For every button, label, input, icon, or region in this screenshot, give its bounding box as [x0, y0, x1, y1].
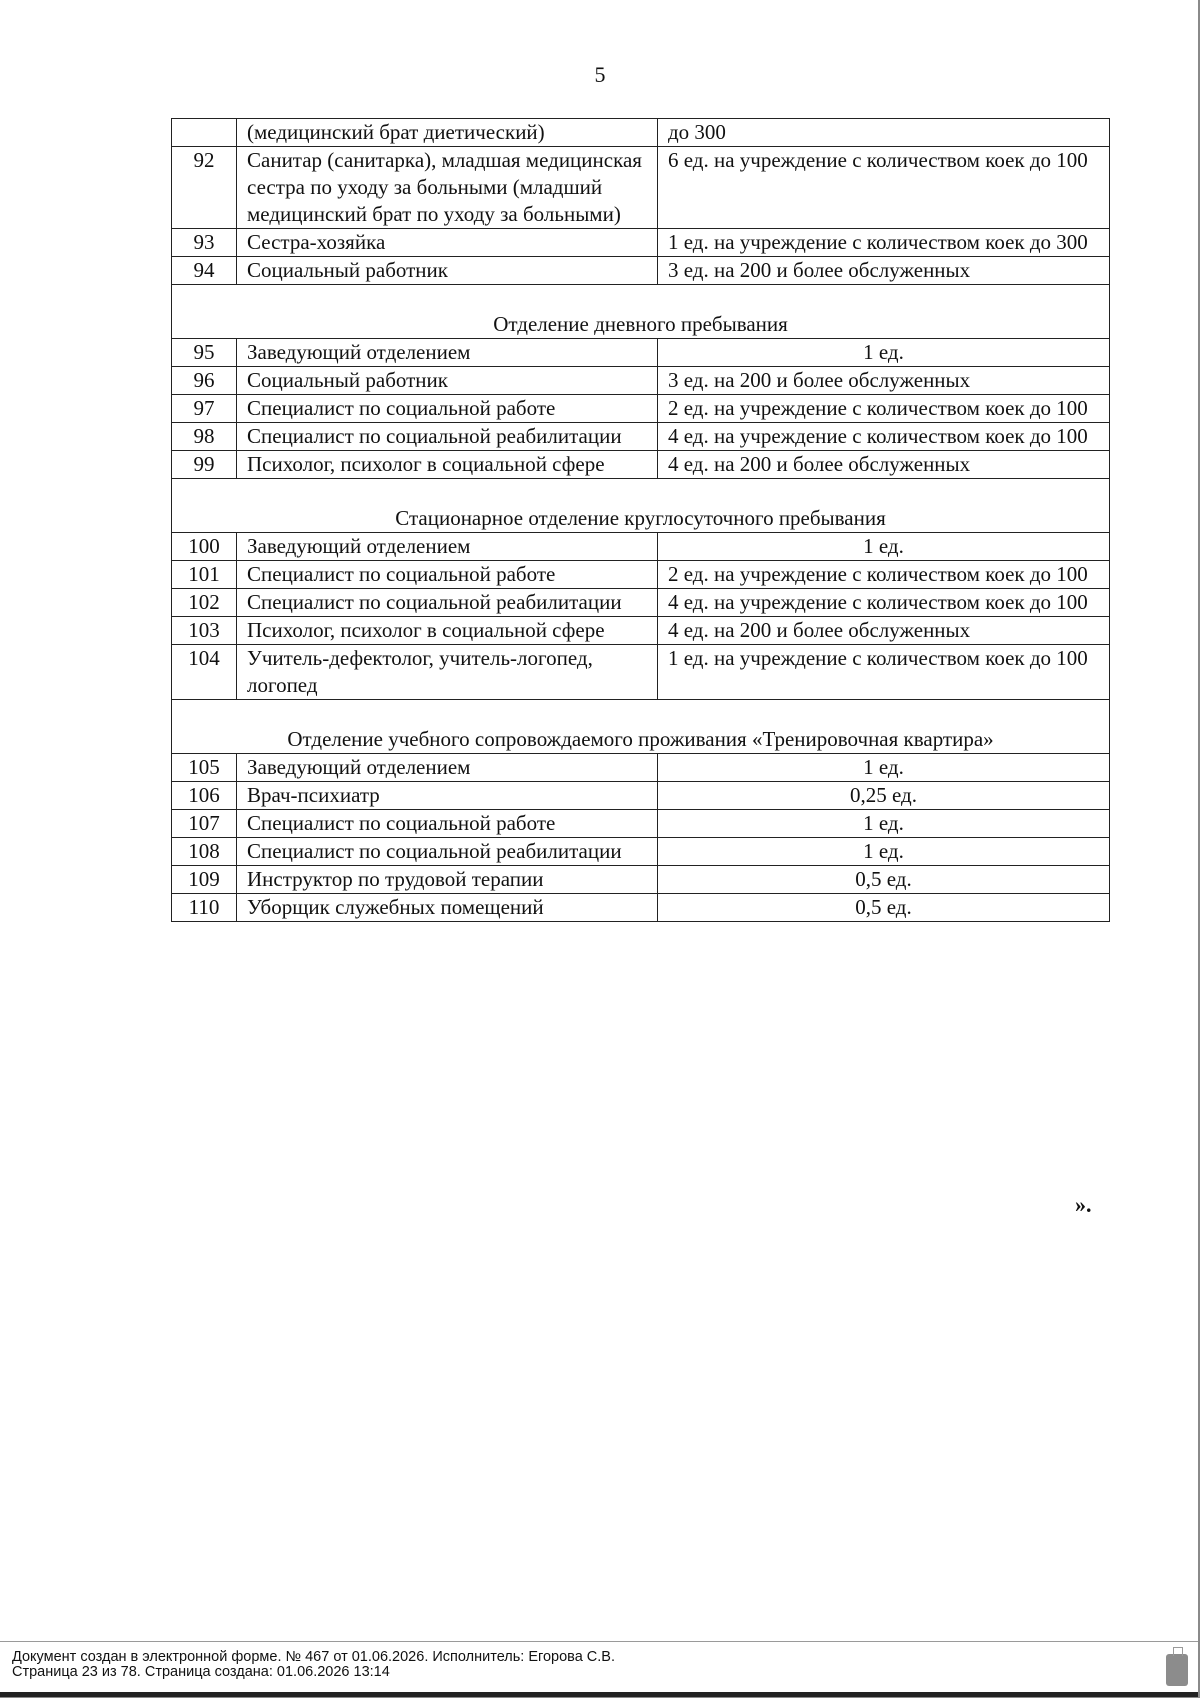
- row-number: 103: [172, 617, 237, 645]
- staffing-norm: 4 ед. на 200 и более обслуженных: [658, 617, 1110, 645]
- row-number: 92: [172, 147, 237, 229]
- footer-divider: [0, 1692, 1198, 1697]
- row-number: 104: [172, 645, 237, 700]
- staffing-norm: 4 ед. на учреждение с количеством коек до 100: [658, 589, 1110, 617]
- section-heading-row: [172, 285, 1110, 339]
- section-title: Отделение дневного пребывания: [172, 285, 1110, 339]
- position-title: Заведующий отделением: [237, 754, 658, 782]
- section-title: Отделение учебного сопровождаемого проживания «Тренировочная квартира»: [172, 700, 1110, 754]
- row-number: 106: [172, 782, 237, 810]
- footer-page-info: Страница 23 из 78. Страница создана: 01.06.2026 13:14: [12, 1664, 390, 1680]
- footer-text: [12, 1650, 615, 1680]
- table-row: [172, 451, 1110, 479]
- table-row: [172, 754, 1110, 782]
- position-title: Психолог, психолог в социальной сфере: [237, 451, 658, 479]
- row-number: 109: [172, 866, 237, 894]
- staffing-norm: 1 ед.: [658, 810, 1110, 838]
- footer-document-info: Документ создан в электронной форме. № 467 от 01.06.2026. Исполнитель: Егорова С.В.: [12, 1649, 616, 1665]
- row-number: 105: [172, 754, 237, 782]
- table-row: [172, 257, 1110, 285]
- staffing-table: [171, 118, 1110, 922]
- position-title: Специалист по социальной реабилитации: [237, 838, 658, 866]
- row-number: 101: [172, 561, 237, 589]
- staffing-norm: 0,5 ед.: [658, 866, 1110, 894]
- staffing-norm: 1 ед. на учреждение с количеством коек до 300: [658, 229, 1110, 257]
- row-number: 99: [172, 451, 237, 479]
- row-number: 98: [172, 423, 237, 451]
- position-title: Сестра-хозяйка: [237, 229, 658, 257]
- position-title: Социальный работник: [237, 367, 658, 395]
- row-number: 110: [172, 894, 237, 922]
- table-row: [172, 229, 1110, 257]
- staffing-norm: 2 ед. на учреждение с количеством коек до 100: [658, 561, 1110, 589]
- staffing-norm: 0,5 ед.: [658, 894, 1110, 922]
- table-row: [172, 367, 1110, 395]
- table-row: [172, 782, 1110, 810]
- table-row: [172, 533, 1110, 561]
- staffing-norm: 4 ед. на 200 и более обслуженных: [658, 451, 1110, 479]
- row-number: 107: [172, 810, 237, 838]
- table-row: [172, 894, 1110, 922]
- staffing-norm: 4 ед. на учреждение с количеством коек до 100: [658, 423, 1110, 451]
- table-row: [172, 395, 1110, 423]
- position-title: Санитар (санитарка), младшая медицинская сестра по уходу за больными (младший медицинский брат по уходу за больными): [237, 147, 658, 229]
- seal-icon: [1166, 1654, 1188, 1686]
- table-row: [172, 147, 1110, 229]
- staffing-norm: до 300: [658, 119, 1110, 147]
- table-row: [172, 838, 1110, 866]
- row-number: 108: [172, 838, 237, 866]
- staffing-norm: 1 ед.: [658, 339, 1110, 367]
- document-footer: [0, 1641, 1198, 1697]
- position-title: Специалист по социальной работе: [237, 561, 658, 589]
- staffing-norm: 0,25 ед.: [658, 782, 1110, 810]
- section-title: Стационарное отделение круглосуточного пребывания: [172, 479, 1110, 533]
- table-row: [172, 561, 1110, 589]
- closing-quote-mark: ».: [1075, 1192, 1092, 1217]
- position-title: Социальный работник: [237, 257, 658, 285]
- position-title: Инструктор по трудовой терапии: [237, 866, 658, 894]
- position-title: Уборщик служебных помещений: [237, 894, 658, 922]
- row-number: 100: [172, 533, 237, 561]
- staffing-norm: 1 ед.: [658, 533, 1110, 561]
- staffing-norm: 2 ед. на учреждение с количеством коек до 100: [658, 395, 1110, 423]
- table-row: [172, 119, 1110, 147]
- row-number: 94: [172, 257, 237, 285]
- staffing-norm: 6 ед. на учреждение с количеством коек до 100: [658, 147, 1110, 229]
- position-title: Специалист по социальной реабилитации: [237, 589, 658, 617]
- position-title: Заведующий отделением: [237, 533, 658, 561]
- section-heading-row: [172, 479, 1110, 533]
- row-number: [172, 119, 237, 147]
- section-heading-row: [172, 700, 1110, 754]
- row-number: 93: [172, 229, 237, 257]
- position-title: Заведующий отделением: [237, 339, 658, 367]
- staffing-norm: 3 ед. на 200 и более обслуженных: [658, 367, 1110, 395]
- page-number: 5: [594, 62, 606, 87]
- position-title: Врач-психиатр: [237, 782, 658, 810]
- table-row: [172, 645, 1110, 700]
- row-number: 97: [172, 395, 237, 423]
- table-row: [172, 339, 1110, 367]
- row-number: 102: [172, 589, 237, 617]
- staffing-norm: 1 ед.: [658, 838, 1110, 866]
- position-title: Специалист по социальной работе: [237, 810, 658, 838]
- position-title: Психолог, психолог в социальной сфере: [237, 617, 658, 645]
- row-number: 95: [172, 339, 237, 367]
- table-row: [172, 423, 1110, 451]
- row-number: 96: [172, 367, 237, 395]
- staffing-norm: 1 ед. на учреждение с количеством коек до 100: [658, 645, 1110, 700]
- position-title: Специалист по социальной реабилитации: [237, 423, 658, 451]
- staffing-norm: 3 ед. на 200 и более обслуженных: [658, 257, 1110, 285]
- table-row: [172, 810, 1110, 838]
- table-row: [172, 617, 1110, 645]
- position-title: Учитель-дефектолог, учитель-логопед, логопед: [237, 645, 658, 700]
- table-row: [172, 866, 1110, 894]
- position-title: (медицинский брат диетический): [237, 119, 658, 147]
- staffing-table-body: [172, 119, 1110, 922]
- staffing-norm: 1 ед.: [658, 754, 1110, 782]
- position-title: Специалист по социальной работе: [237, 395, 658, 423]
- table-row: [172, 589, 1110, 617]
